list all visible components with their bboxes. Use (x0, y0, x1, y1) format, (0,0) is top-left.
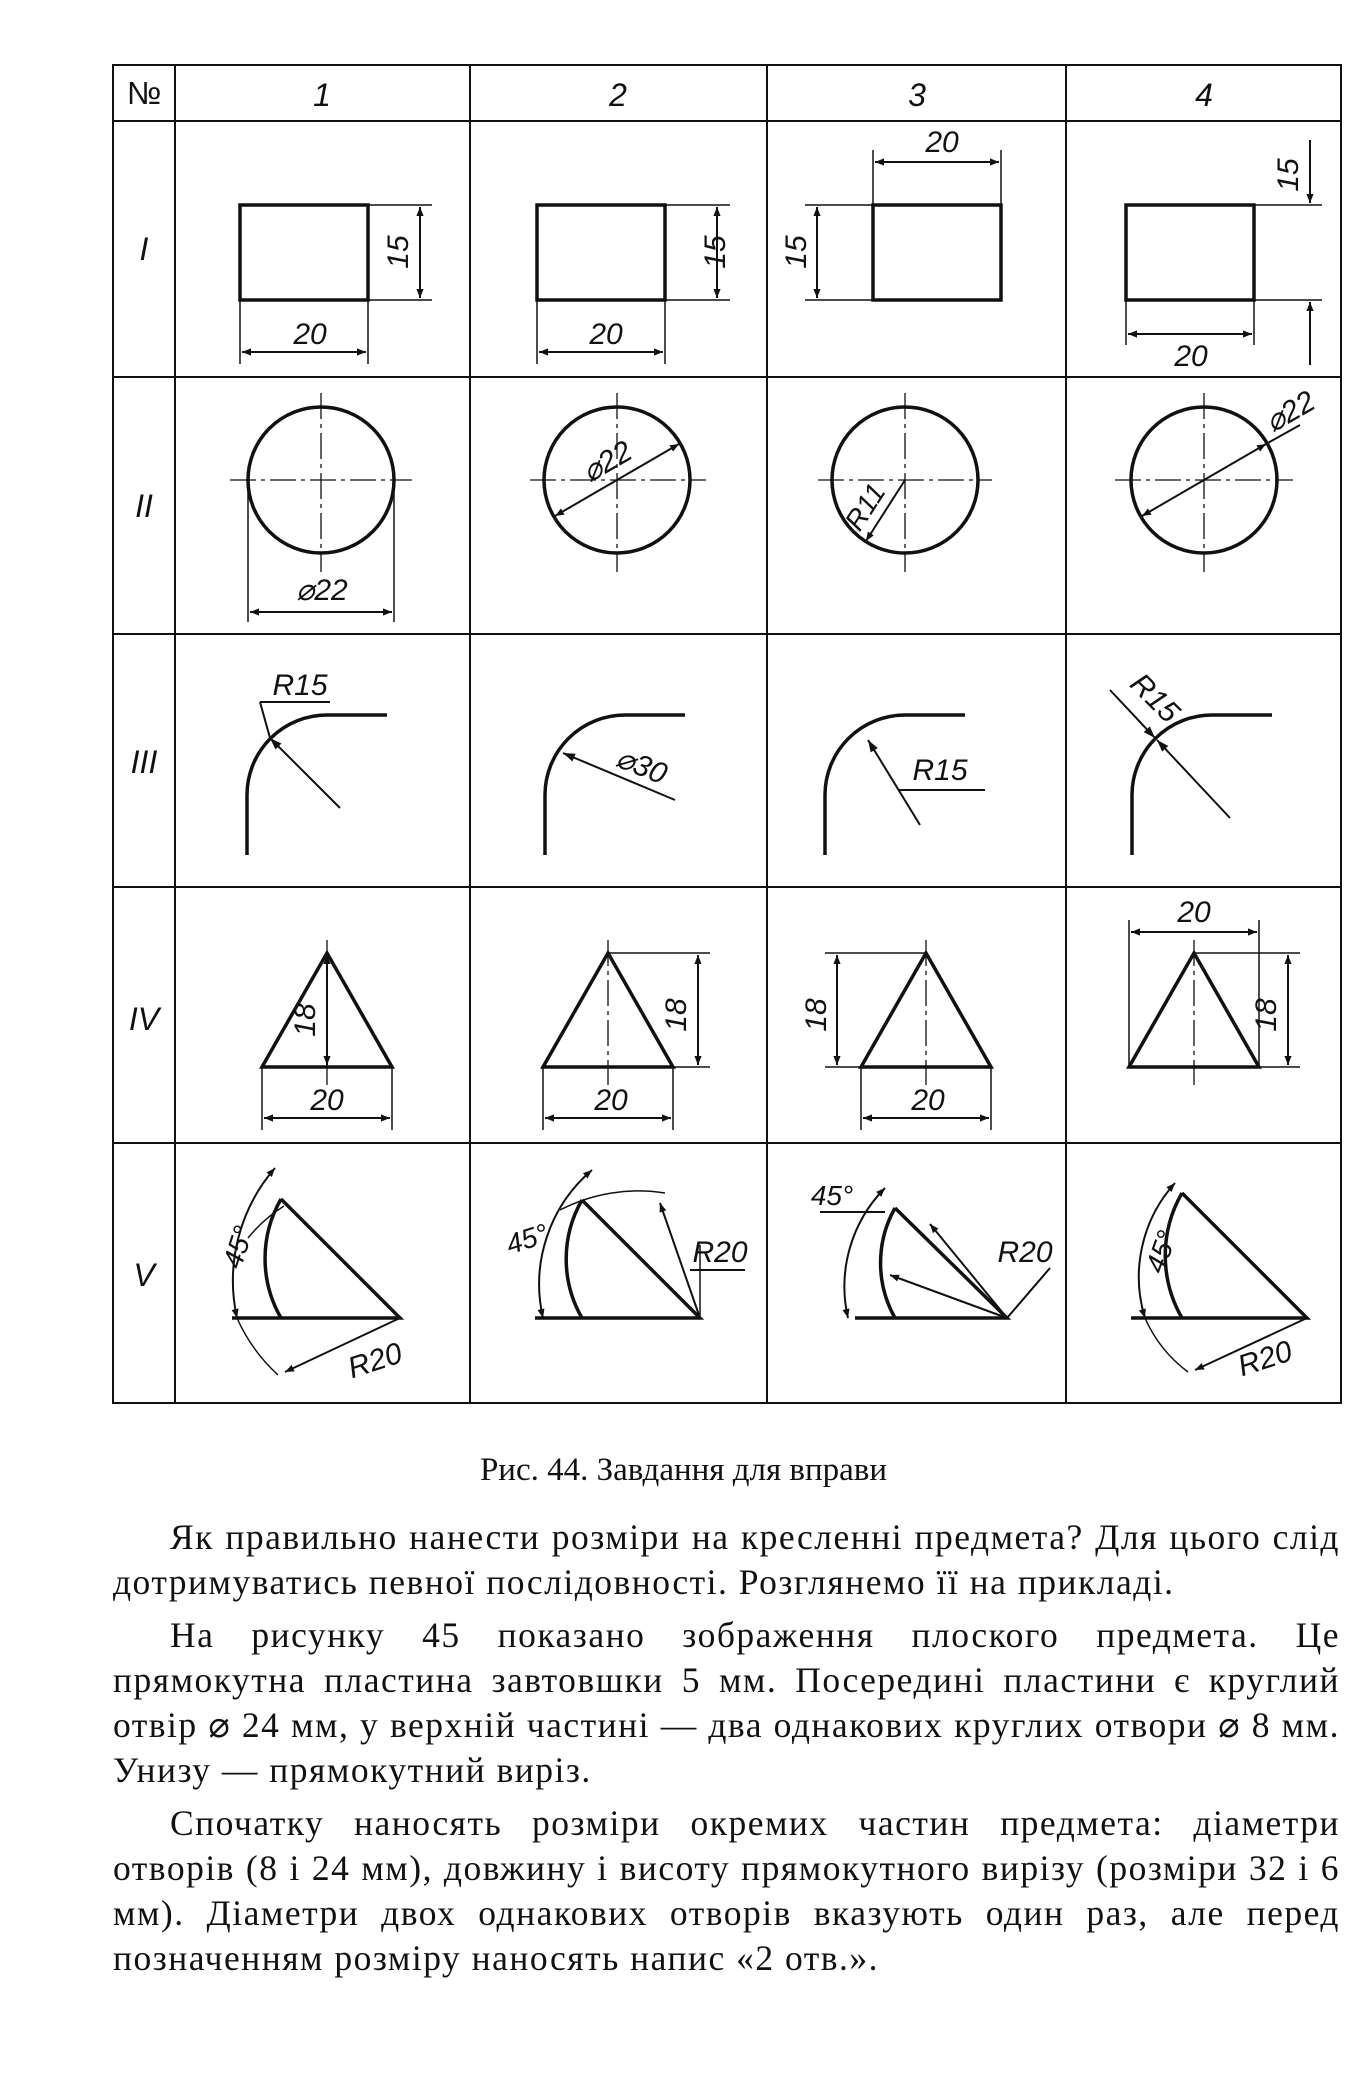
drawing-II-3 (818, 393, 992, 572)
drawing-III-1 (247, 702, 387, 855)
dim-I-4-w: 20 (1174, 340, 1208, 373)
dim-V-4-angle: 45° (1139, 1226, 1183, 1277)
header-col-3: 3 (908, 77, 926, 113)
caption-title: Завдання для вправи (596, 1452, 888, 1488)
row-label-2: II (135, 488, 153, 524)
dim-I-3-w: 20 (925, 126, 959, 159)
header-col-4: 4 (1195, 77, 1213, 113)
row-label-4: IV (128, 1001, 160, 1037)
dim-V-1-r: R20 (343, 1336, 407, 1386)
dim-V-3-r: R20 (997, 1236, 1053, 1269)
dim-IV-4-w: 20 (1177, 896, 1211, 929)
dim-V-2-angle: 45° (502, 1217, 552, 1261)
header-col-1: 1 (313, 77, 331, 113)
dim-I-3-h: 15 (780, 235, 813, 269)
row-label-5: V (133, 1257, 155, 1293)
dim-IV-3-w: 20 (911, 1084, 945, 1117)
row-label-3: III (130, 744, 158, 780)
body-text (113, 1515, 1340, 1989)
dim-IV-2-h: 18 (660, 998, 693, 1032)
dim-III-3: R15 (912, 754, 968, 787)
drawing-IV-3 (825, 940, 991, 1130)
dim-V-1-angle: 45° (216, 1222, 260, 1272)
dim-I-1-h: 15 (382, 235, 415, 269)
paragraph-3: Спочатку наносять розміри окремих частин предмета: діаметри отворів (8 і 24 мм), довжину і висоту прямокутного вирізу (розміри 32 і 6 мм). Діаметри двох однакових отворів вказують один раз, але перед позначенням розміру наносять напис «2 отв.». (113, 1803, 1340, 1978)
drawing-II-2 (530, 393, 706, 572)
dim-III-2: ⌀30 (611, 741, 672, 792)
dim-IV-4-h: 18 (1250, 998, 1283, 1032)
drawing-I-3 (805, 150, 1001, 300)
dim-II-2: ⌀22 (576, 434, 638, 489)
drawing-III-2 (545, 715, 685, 855)
dim-V-3-angle: 45° (810, 1180, 854, 1211)
header-col-2: 2 (609, 77, 627, 113)
dim-I-4-h: 15 (1272, 158, 1305, 192)
dim-II-1: ⌀22 (296, 574, 348, 607)
row-label-1: I (139, 231, 149, 267)
dim-I-2-h: 15 (699, 235, 732, 269)
dim-I-1-w: 20 (293, 318, 327, 351)
drawing-I-1 (240, 205, 432, 364)
drawing-I-2 (537, 205, 730, 364)
dim-V-4-r: R20 (1233, 1334, 1297, 1384)
paragraph-2: На рисунку 45 показано зображення плоского предмета. Це прямокутна пластина завтовшки 5 мм. Посередині пластини є круглий отвір ⌀ 24 мм, у верхній частині — два однакових круглих отвори ⌀ 8 мм. Унизу — прямокутний виріз. (113, 1615, 1340, 1790)
dim-IV-1-w: 20 (310, 1084, 344, 1117)
dim-II-4: ⌀22 (1259, 384, 1321, 439)
dim-II-3: R11 (838, 477, 892, 536)
dim-IV-3-h: 18 (800, 998, 833, 1032)
dim-IV-2-w: 20 (594, 1084, 628, 1117)
dim-III-1: R15 (272, 669, 328, 702)
caption-prefix: Рис. 44. (479, 1452, 589, 1488)
header-num: № (126, 75, 162, 111)
dim-IV-1-h: 18 (289, 1003, 322, 1037)
figure-caption (0, 1452, 1367, 1489)
dim-III-4: R15 (1123, 667, 1186, 730)
dim-I-2-w: 20 (589, 318, 623, 351)
drawing-III-4 (1110, 690, 1272, 855)
paragraph-1: Як правильно нанести розміри на кресленні предмета? Для цього слід дотримуватись певної послідовності. Розглянемо її на прикладі. (113, 1517, 1340, 1602)
dim-V-2-r: R20 (692, 1236, 748, 1269)
